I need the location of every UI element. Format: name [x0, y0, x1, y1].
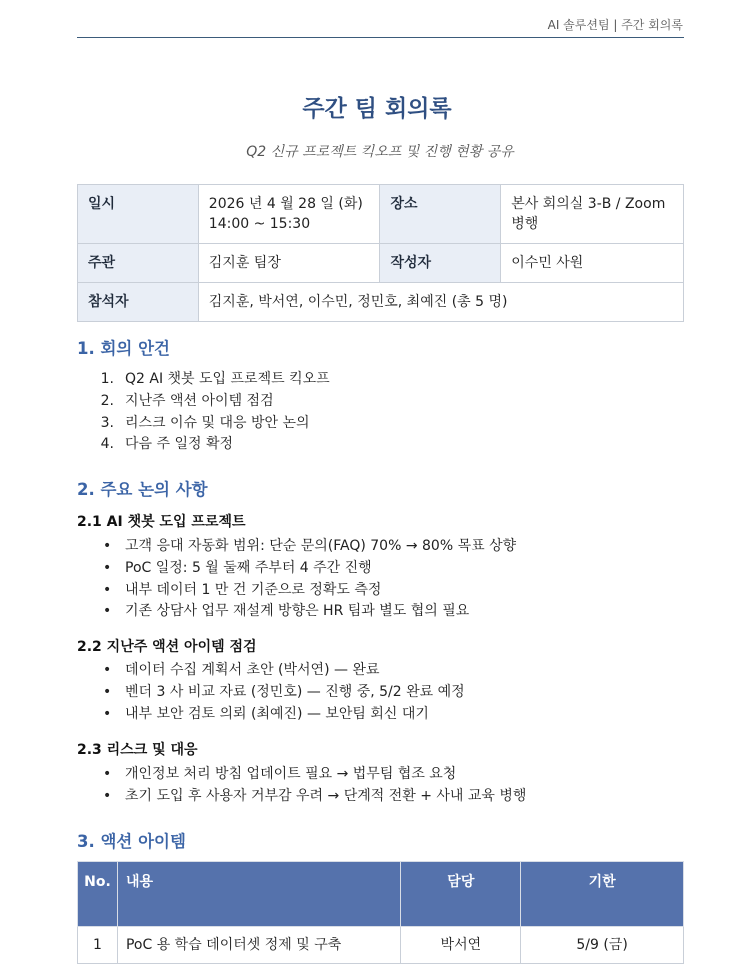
- time-line: 14:00 ~ 15:30: [208, 216, 311, 232]
- column-header-no: No.: [78, 862, 118, 927]
- header-divider: [77, 37, 684, 38]
- cell-due: 5/9 (금): [521, 927, 684, 964]
- agenda-number: 2.: [100, 392, 114, 409]
- list-item-text: 개인정보 처리 방침 업데이트 필요 → 법무팀 협조 요청: [125, 766, 457, 782]
- bullet-icon: •: [103, 581, 112, 598]
- list-item: [77, 660, 465, 682]
- list-item: [77, 704, 465, 726]
- risk-list: [77, 764, 526, 808]
- action-review-list: [77, 660, 465, 725]
- info-row-date: [78, 185, 684, 244]
- running-header: AI 솔루션팀 | 주간 회의록: [547, 18, 683, 32]
- agenda-item: [77, 413, 330, 435]
- cell-owner: 박서연: [401, 927, 521, 964]
- table-header-row: [78, 862, 684, 927]
- bullet-icon: •: [103, 603, 112, 620]
- bullet-icon: •: [103, 787, 112, 804]
- place-label: 장소: [380, 185, 501, 244]
- info-row-host: [78, 244, 684, 283]
- list-item: [77, 601, 516, 623]
- attendees-label: 참석자: [78, 283, 199, 322]
- date-value: [198, 185, 380, 244]
- host-value: 김지훈 팀장: [198, 244, 380, 283]
- subsection-heading-action-review: 2.2 지난주 액션 아이템 점검: [77, 639, 257, 655]
- list-item-text: 기존 상담사 업무 재설계 방향은 HR 팀과 별도 협의 필요: [125, 603, 470, 620]
- list-item: [77, 764, 526, 786]
- agenda-text: 지난주 액션 아이템 점검: [125, 392, 274, 409]
- list-item: [77, 536, 516, 558]
- agenda-item: [77, 434, 330, 456]
- list-item-text: PoC 일정: 5 월 둘째 주부터 4 주간 진행: [125, 559, 372, 576]
- list-item-text: 내부 보안 검토 의뢰 (최예진) — 보안팀 회신 대기: [125, 705, 429, 722]
- document-subtitle: Q2 신규 프로젝트 킥오프 및 진행 현황 공유: [246, 144, 514, 160]
- column-header-owner: 담당: [401, 862, 521, 927]
- bullet-icon: •: [103, 559, 112, 576]
- list-item: [77, 580, 516, 602]
- subsection-heading-risk: 2.3 리스크 및 대응: [77, 742, 198, 758]
- bullet-icon: •: [103, 705, 112, 722]
- writer-label: 작성자: [380, 244, 501, 283]
- bullet-icon: •: [103, 683, 112, 700]
- list-item-text: 벤더 3 사 비교 자료 (정민호) — 진행 중, 5/2 완료 예정: [125, 683, 465, 700]
- subsection-heading-chatbot: 2.1 AI 챗봇 도입 프로젝트: [77, 514, 246, 530]
- writer-value: 이수민 사원: [501, 244, 684, 283]
- list-item-text: 초기 도입 후 사용자 거부감 우려 → 단계적 전환 + 사내 교육 병행: [125, 787, 527, 804]
- agenda-number: 1.: [100, 371, 114, 387]
- bullet-icon: •: [103, 662, 112, 678]
- chatbot-discussion-list: [77, 536, 516, 623]
- cell-no: 1: [78, 927, 118, 964]
- cell-content: PoC 용 학습 데이터셋 정제 및 구축: [117, 927, 400, 964]
- column-header-due: 기한: [521, 862, 684, 927]
- meeting-info-table: [77, 184, 684, 322]
- column-header-content: 내용: [117, 862, 400, 927]
- list-item-text: 고객 응대 자동화 범위: 단순 문의(FAQ) 70% → 80% 목표 상향: [125, 538, 517, 554]
- agenda-item: [77, 369, 330, 391]
- section-heading-agenda: 1. 회의 안건: [77, 339, 170, 358]
- date-label: 일시: [78, 185, 199, 244]
- bullet-icon: •: [103, 766, 112, 782]
- list-item: [77, 558, 516, 580]
- date-line: 2026 년 4 월 28 일 (화): [208, 196, 363, 212]
- list-item-text: 내부 데이터 1 만 건 기준으로 정확도 측정: [125, 581, 382, 598]
- bullet-icon: •: [103, 538, 112, 554]
- list-item: [77, 786, 526, 808]
- list-item: [77, 682, 465, 704]
- document-title: 주간 팀 회의록: [302, 96, 452, 122]
- agenda-text: Q2 AI 챗봇 도입 프로젝트 킥오프: [125, 371, 330, 387]
- place-value: 본사 회의실 3-B / Zoom 병행: [501, 185, 684, 244]
- host-label: 주관: [78, 244, 199, 283]
- section-heading-discussion: 2. 주요 논의 사항: [77, 480, 208, 499]
- info-row-attendees: [78, 283, 684, 322]
- agenda-number: 3.: [100, 414, 114, 431]
- agenda-text: 리스크 이슈 및 대응 방안 논의: [125, 414, 310, 431]
- agenda-number: 4.: [100, 436, 114, 453]
- list-item-text: 데이터 수집 계획서 초안 (박서연) — 완료: [125, 662, 380, 678]
- section-heading-action-items: 3. 액션 아이템: [77, 832, 186, 851]
- action-items-table: [77, 861, 684, 964]
- agenda-list: [77, 369, 330, 456]
- attendees-value: 김지훈, 박서연, 이수민, 정민호, 최예진 (총 5 명): [198, 283, 683, 322]
- table-row: [78, 927, 684, 964]
- agenda-text: 다음 주 일정 확정: [125, 436, 234, 453]
- agenda-item: [77, 391, 330, 413]
